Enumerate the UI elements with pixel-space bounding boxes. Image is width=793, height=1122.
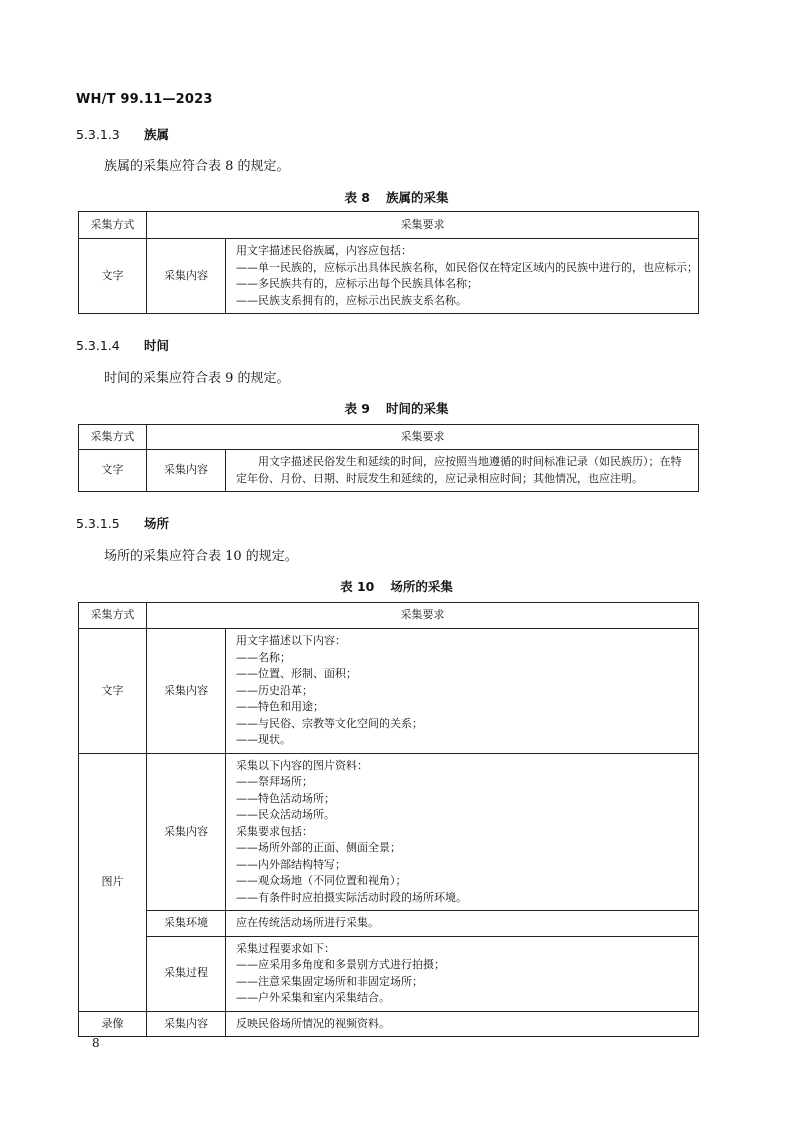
cell-requirement — [226, 936, 699, 1011]
cell-requirement — [226, 629, 699, 754]
cell-requirement — [226, 239, 699, 314]
table-caption-title: 场所的采集 — [390, 579, 453, 594]
requirement-line: ——多民族共有的，应标示出每个民族具体名称； — [236, 277, 478, 290]
table-caption-number: 表 9 — [344, 401, 371, 416]
table-row — [79, 936, 699, 1011]
section-number: 5.3.1.4 — [76, 338, 120, 353]
requirement-line: ——场所外部的正面、侧面全景； — [236, 841, 401, 854]
section-title: 族属 — [144, 127, 170, 142]
section-intro: 族属的采集应符合表 8 的规定。 — [104, 159, 290, 174]
table-row — [79, 450, 699, 492]
section-heading-ethnicity — [76, 125, 169, 143]
table-caption — [0, 188, 793, 206]
cell-method: 图片 — [79, 753, 147, 1011]
requirement-line: 采集要求包括： — [236, 824, 313, 838]
requirement-text: 用文字描述民俗发生和延续的时间，应按照当地遵循的时间标准记录（如民族历）；在特定年份、月份、日期、时辰发生和延续的，应记录相应时间；其他情况，也应注明。 — [236, 455, 682, 485]
table-venue — [78, 602, 699, 1037]
cell-aspect: 采集环境 — [147, 911, 226, 937]
section-heading-time — [76, 336, 169, 354]
table-caption-number: 表 10 — [340, 579, 375, 594]
cell-aspect: 采集内容 — [147, 1011, 226, 1037]
header-requirement: 采集要求 — [147, 603, 699, 629]
cell-aspect: 采集内容 — [147, 753, 226, 911]
requirement-line: ——现状。 — [236, 733, 291, 746]
section-title: 场所 — [144, 516, 170, 531]
requirement-line: 应在传统活动场所进行采集。 — [236, 916, 379, 929]
cell-method: 文字 — [79, 450, 147, 492]
table-row — [79, 239, 699, 314]
section-heading-venue — [76, 514, 169, 532]
header-method: 采集方式 — [79, 212, 147, 239]
requirement-line: ——观众场地（不同位置和视角）； — [236, 874, 407, 887]
table-header-row — [79, 425, 699, 450]
table-row — [79, 911, 699, 937]
requirement-line: ——祭拜场所； — [236, 775, 313, 788]
header-method: 采集方式 — [79, 603, 147, 629]
cell-requirement — [226, 753, 699, 911]
section-intro: 场所的采集应符合表 10 的规定。 — [104, 549, 298, 564]
table-header-row — [79, 603, 699, 629]
requirement-line: ——户外采集和室内采集结合。 — [236, 991, 390, 1004]
header-requirement: 采集要求 — [147, 212, 699, 239]
section-number: 5.3.1.5 — [76, 516, 120, 531]
requirement-line: 用文字描述民俗族属，内容应包括： — [236, 244, 412, 257]
requirement-line: ——单一民族的，应标示出具体民族名称，如民俗仅在特定区域内的民族中进行的，也应标示； — [236, 260, 698, 274]
table-row — [79, 629, 699, 754]
table-time — [78, 424, 699, 492]
table-row — [79, 1011, 699, 1037]
requirement-line: ——有条件时应拍摄实际活动时段的场所环境。 — [236, 890, 467, 904]
requirement-line: 采集以下内容的图片资料： — [236, 758, 368, 772]
table-caption-title: 族属的采集 — [386, 190, 449, 205]
table-caption-number: 表 8 — [344, 190, 371, 205]
header-requirement: 采集要求 — [147, 425, 699, 450]
requirement-line: ——特色和用途； — [236, 700, 324, 713]
requirement-line: ——注意采集固定场所和非固定场所； — [236, 974, 423, 988]
cell-requirement — [226, 450, 699, 492]
requirement-line: ——民族支系拥有的，应标示出民族支系名称。 — [236, 293, 467, 307]
requirement-line: 采集过程要求如下： — [236, 941, 335, 955]
section-number: 5.3.1.3 — [76, 127, 120, 142]
table-caption — [0, 399, 793, 417]
standard-code: WH/T 99.11—2023 — [76, 92, 213, 107]
requirement-line: 用文字描述以下内容： — [236, 634, 346, 647]
cell-requirement — [226, 911, 699, 937]
table-caption-title: 时间的采集 — [386, 401, 449, 416]
table-ethnicity — [78, 211, 699, 314]
table-caption — [0, 577, 793, 595]
header-method: 采集方式 — [79, 425, 147, 450]
cell-requirement — [226, 1011, 699, 1037]
table-header-row — [79, 212, 699, 239]
cell-aspect: 采集内容 — [147, 629, 226, 754]
requirement-line: ——特色活动场所； — [236, 791, 335, 805]
section-intro: 时间的采集应符合表 9 的规定。 — [104, 371, 290, 386]
cell-method: 文字 — [79, 239, 147, 314]
requirement-line: ——内外部结构特写； — [236, 857, 346, 871]
requirement-line: ——位置、形制、面积； — [236, 667, 357, 680]
requirement-line: ——民众活动场所。 — [236, 808, 335, 821]
cell-method: 录像 — [79, 1011, 147, 1037]
cell-aspect: 采集过程 — [147, 936, 226, 1011]
cell-method: 文字 — [79, 629, 147, 754]
requirement-line: ——应采用多角度和多景别方式进行拍摄； — [236, 958, 445, 971]
cell-aspect: 采集内容 — [147, 450, 226, 492]
page-number: 8 — [92, 1036, 100, 1050]
requirement-line: 反映民俗场所情况的视频资料。 — [236, 1016, 390, 1030]
cell-aspect: 采集内容 — [147, 239, 226, 314]
requirement-line: ——名称； — [236, 650, 291, 664]
requirement-line: ——历史沿革； — [236, 683, 313, 697]
section-title: 时间 — [144, 338, 170, 353]
table-row — [79, 753, 699, 911]
requirement-line: ——与民俗、宗教等文化空间的关系； — [236, 716, 423, 730]
